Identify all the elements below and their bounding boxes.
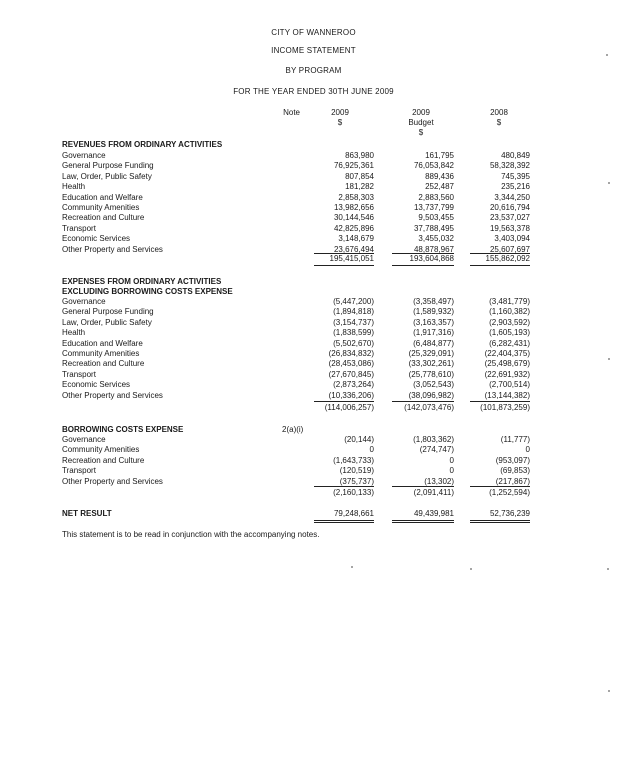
- revenue-row: [0, 161, 627, 171]
- borrowing-value-budget: (274,747): [419, 445, 454, 455]
- revenue-value-2009: 863,980: [345, 151, 374, 160]
- revenue-value-2009: 30,144,546: [333, 213, 374, 223]
- revenue-value-2009: 42,825,896: [333, 223, 374, 233]
- revenue-value-budget: 13,737,799: [413, 203, 454, 212]
- expense-label: Law, Order, Public Safety: [62, 317, 152, 327]
- revenue-label: Law, Order, Public Safety: [62, 171, 152, 181]
- revenue-value-2008: 3,344,250: [494, 192, 530, 202]
- scan-speck: [608, 690, 610, 692]
- net-result-2008: 52,736,239: [489, 509, 530, 518]
- expense-value-2009: (5,502,670): [333, 338, 374, 348]
- revenues-total-budget: 193,604,868: [409, 254, 454, 263]
- expense-value-2009: (1,838,599): [333, 328, 374, 338]
- borrowing-subtotal-rule-1: [314, 486, 374, 487]
- borrowing-row: [0, 466, 627, 476]
- net-result-budget: 49,439,981: [413, 509, 454, 518]
- expense-value-2009: (10,336,206): [328, 390, 374, 400]
- expense-row: [0, 380, 627, 390]
- revenue-value-2009: 76,925,361: [333, 161, 374, 171]
- expense-row: [0, 297, 627, 307]
- revenues-total-rule-3: [470, 265, 530, 266]
- expense-label: Economic Services: [62, 380, 131, 390]
- net-rule-3a: [470, 520, 530, 521]
- scan-speck: [606, 54, 608, 56]
- revenue-row: [0, 193, 627, 203]
- net-rule-1b: [314, 522, 374, 523]
- expense-value-2009: (28,453,086): [328, 359, 374, 369]
- revenue-label: Economic Services: [62, 234, 131, 244]
- revenue-value-2008: 19,563,378: [489, 223, 530, 233]
- expense-row: [0, 370, 627, 380]
- borrowing-subtotal-rule-2: [392, 486, 454, 487]
- expenses-total-budget: (142,073,476): [404, 403, 454, 412]
- footer-note: This statement is to be read in conjunction with the accompanying notes.: [62, 530, 320, 539]
- expense-row: [0, 339, 627, 349]
- revenue-value-2009: 2,858,303: [338, 192, 374, 202]
- revenue-row: [0, 151, 627, 161]
- borrowing-value-2008: (69,853): [500, 466, 530, 476]
- borrowing-label: Transport: [62, 466, 96, 476]
- borrowing-total-budget: (2,091,411): [413, 488, 454, 497]
- borrowing-note-ref: 2(a)(i): [282, 425, 304, 434]
- revenues-total-rule-1: [314, 265, 374, 266]
- expense-value-2008: (2,700,514): [489, 380, 530, 390]
- revenues-total-rule-2: [392, 265, 454, 266]
- expenses-subtotal-rule-1: [314, 401, 374, 402]
- expense-value-2009: (27,670,845): [328, 369, 374, 379]
- revenue-value-2009: 3,148,679: [338, 234, 374, 244]
- borrowing-value-2009: (375,737): [339, 476, 374, 486]
- borrowing-total-2008: (1,252,594): [489, 488, 530, 497]
- expenses-total-2009: (114,006,257): [324, 403, 374, 412]
- revenue-value-budget: 48,878,967: [413, 244, 454, 254]
- revenue-value-budget: 9,503,455: [418, 213, 454, 223]
- expense-value-2008: (13,144,382): [484, 390, 530, 400]
- expense-label: Community Amenities: [62, 349, 140, 358]
- revenue-row: [0, 234, 627, 244]
- borrowing-value-budget: (1,803,362): [413, 435, 454, 444]
- col-2009-unit: $: [337, 118, 343, 127]
- borrowing-value-2008: (11,777): [500, 435, 530, 444]
- expense-label: Education and Welfare: [62, 338, 143, 348]
- revenue-value-2009: 23,676,494: [333, 244, 374, 254]
- borrowing-value-2008: (217,867): [495, 476, 530, 486]
- revenue-value-budget: 76,053,842: [413, 161, 454, 171]
- net-rule-1a: [314, 520, 374, 521]
- net-rule-3b: [470, 522, 530, 523]
- col-budget-label: Budget: [408, 118, 434, 127]
- expense-label: General Purpose Funding: [62, 307, 154, 317]
- revenue-row: [0, 182, 627, 192]
- borrowing-value-budget: 0: [449, 466, 454, 476]
- net-result-2009: 79,248,661: [333, 509, 374, 518]
- expense-value-2008: (6,282,431): [489, 338, 530, 348]
- expense-value-budget: (1,917,316): [413, 328, 454, 338]
- revenue-label: Education and Welfare: [62, 192, 143, 202]
- expense-value-2008: (3,481,779): [489, 297, 530, 306]
- expenses-subtotal-rule-2: [392, 401, 454, 402]
- net-rule-2a: [392, 520, 454, 521]
- revenues-total-2008: 155,862,092: [485, 254, 530, 263]
- expenses-subtotal-rule-3: [470, 401, 530, 402]
- borrowing-note-row: [0, 425, 627, 435]
- revenue-value-2008: 235,216: [501, 182, 530, 192]
- revenue-value-2008: 3,403,094: [494, 234, 530, 244]
- scan-speck: [608, 358, 610, 360]
- statement-title: INCOME STATEMENT: [271, 46, 356, 55]
- borrowing-label: Community Amenities: [62, 445, 140, 455]
- borrowing-value-2009: 0: [369, 445, 374, 455]
- expense-row: [0, 359, 627, 369]
- col-budget-year: 2009: [412, 108, 430, 117]
- revenues-total-row: [0, 254, 627, 264]
- expense-value-2009: (1,894,818): [333, 307, 374, 317]
- expense-value-2009: (2,873,264): [333, 380, 374, 390]
- borrowing-value-2008: (953,097): [495, 455, 530, 465]
- expense-value-2008: (2,903,592): [489, 317, 530, 327]
- expense-value-budget: (25,329,091): [408, 349, 454, 358]
- revenue-label: Recreation and Culture: [62, 213, 145, 223]
- expense-value-budget: (3,358,497): [413, 297, 454, 306]
- expense-value-budget: (3,163,357): [413, 317, 454, 327]
- borrowing-label: Governance: [62, 435, 106, 444]
- revenues-heading: REVENUES FROM ORDINARY ACTIVITIES: [62, 140, 223, 149]
- revenue-label: Health: [62, 182, 86, 192]
- expense-value-budget: (33,302,261): [408, 359, 454, 369]
- expenses-total-2008: (101,873,259): [480, 403, 530, 412]
- expense-label: Recreation and Culture: [62, 359, 145, 369]
- borrowing-subtotal-rule-3: [470, 486, 530, 487]
- expense-value-2009: (5,447,200): [333, 297, 374, 306]
- note-column-header: Note: [283, 108, 300, 117]
- borrowing-value-budget: (13,302): [424, 476, 454, 486]
- expense-row: [0, 328, 627, 338]
- expense-row: [0, 391, 627, 401]
- revenue-value-budget: 37,788,495: [413, 223, 454, 233]
- revenue-value-budget: 161,795: [425, 151, 454, 160]
- borrowing-value-2008: 0: [525, 445, 530, 455]
- revenue-value-2008: 745,395: [501, 171, 530, 181]
- revenue-value-2008: 25,607,697: [489, 244, 530, 254]
- expense-value-2008: (22,691,932): [484, 369, 530, 379]
- borrowing-value-budget: 0: [449, 455, 454, 465]
- borrowing-row: [0, 435, 627, 445]
- net-result-label: NET RESULT: [62, 509, 112, 518]
- expense-value-2009: (3,154,737): [333, 317, 374, 327]
- revenue-value-budget: 3,455,032: [418, 234, 454, 244]
- statement-subtitle: BY PROGRAM: [285, 66, 342, 75]
- borrowing-value-2009: (1,643,733): [333, 455, 374, 465]
- revenue-value-2009: 181,282: [345, 182, 374, 192]
- revenue-value-budget: 2,883,560: [418, 192, 454, 202]
- net-result-row: [0, 509, 627, 519]
- revenue-label: Community Amenities: [62, 203, 140, 212]
- expense-value-2008: (1,160,382): [489, 307, 530, 317]
- revenues-total-2009: 195,415,051: [329, 254, 374, 263]
- expense-label: Health: [62, 328, 86, 338]
- revenue-value-2009: 13,982,656: [333, 203, 374, 212]
- borrowing-label: Other Property and Services: [62, 476, 163, 486]
- expense-value-2008: (25,498,679): [484, 359, 530, 369]
- col-budget-unit: $: [418, 128, 424, 137]
- col-2008-year: 2008: [490, 108, 508, 117]
- revenue-row: [0, 172, 627, 182]
- revenue-value-2009: 807,854: [345, 171, 374, 181]
- scan-speck: [608, 182, 610, 184]
- expense-value-budget: (3,052,543): [413, 380, 454, 390]
- expense-label: Other Property and Services: [62, 390, 163, 400]
- expenses-subheading: EXCLUDING BORROWING COSTS EXPENSE: [62, 287, 233, 296]
- borrowing-row: [0, 456, 627, 466]
- scan-speck: [607, 568, 609, 570]
- revenue-value-2008: 23,537,027: [489, 213, 530, 223]
- col-2008-unit: $: [496, 118, 502, 127]
- expense-value-budget: (38,096,982): [408, 390, 454, 400]
- expense-value-budget: (1,589,932): [413, 307, 454, 317]
- net-rule-2b: [392, 522, 454, 523]
- expense-value-2008: (22,404,375): [484, 349, 530, 358]
- col-2009-year: 2009: [331, 108, 349, 117]
- entity-name: CITY OF WANNEROO: [271, 28, 356, 37]
- revenue-value-2008: 58,328,392: [489, 161, 530, 171]
- revenue-value-budget: 889,436: [425, 171, 454, 181]
- revenue-label: General Purpose Funding: [62, 161, 154, 171]
- revenue-row: [0, 224, 627, 234]
- borrowing-value-2009: (20,144): [344, 435, 374, 444]
- borrowing-total-2009: (2,160,133): [333, 488, 374, 497]
- expense-label: Governance: [62, 297, 106, 306]
- expense-label: Transport: [62, 369, 96, 379]
- borrowing-value-2009: (120,519): [339, 466, 374, 476]
- expense-value-budget: (6,484,877): [413, 338, 454, 348]
- revenue-label: Governance: [62, 151, 106, 160]
- expense-row: [0, 307, 627, 317]
- expense-row: [0, 349, 627, 359]
- expenses-heading: EXPENSES FROM ORDINARY ACTIVITIES: [62, 277, 222, 286]
- expense-value-2008: (1,605,193): [489, 328, 530, 338]
- expense-value-2009: (26,834,832): [328, 349, 374, 358]
- borrowing-heading: BORROWING COSTS EXPENSE: [62, 425, 184, 434]
- expense-row: [0, 318, 627, 328]
- revenue-label: Transport: [62, 223, 96, 233]
- borrowing-row: [0, 445, 627, 455]
- scan-speck: [351, 566, 353, 568]
- borrowing-label: Recreation and Culture: [62, 455, 145, 465]
- revenue-row: [0, 203, 627, 213]
- revenue-value-2008: 480,849: [501, 151, 530, 160]
- period-title: FOR THE YEAR ENDED 30TH JUNE 2009: [233, 87, 394, 96]
- revenue-row: [0, 213, 627, 223]
- revenue-value-2008: 20,616,794: [489, 203, 530, 212]
- scan-speck: [470, 568, 472, 570]
- revenue-value-budget: 252,487: [425, 182, 454, 192]
- revenue-label: Other Property and Services: [62, 244, 163, 254]
- borrowing-total-row: [0, 488, 627, 498]
- expenses-total-row: [0, 403, 627, 413]
- expense-value-budget: (25,778,610): [408, 369, 454, 379]
